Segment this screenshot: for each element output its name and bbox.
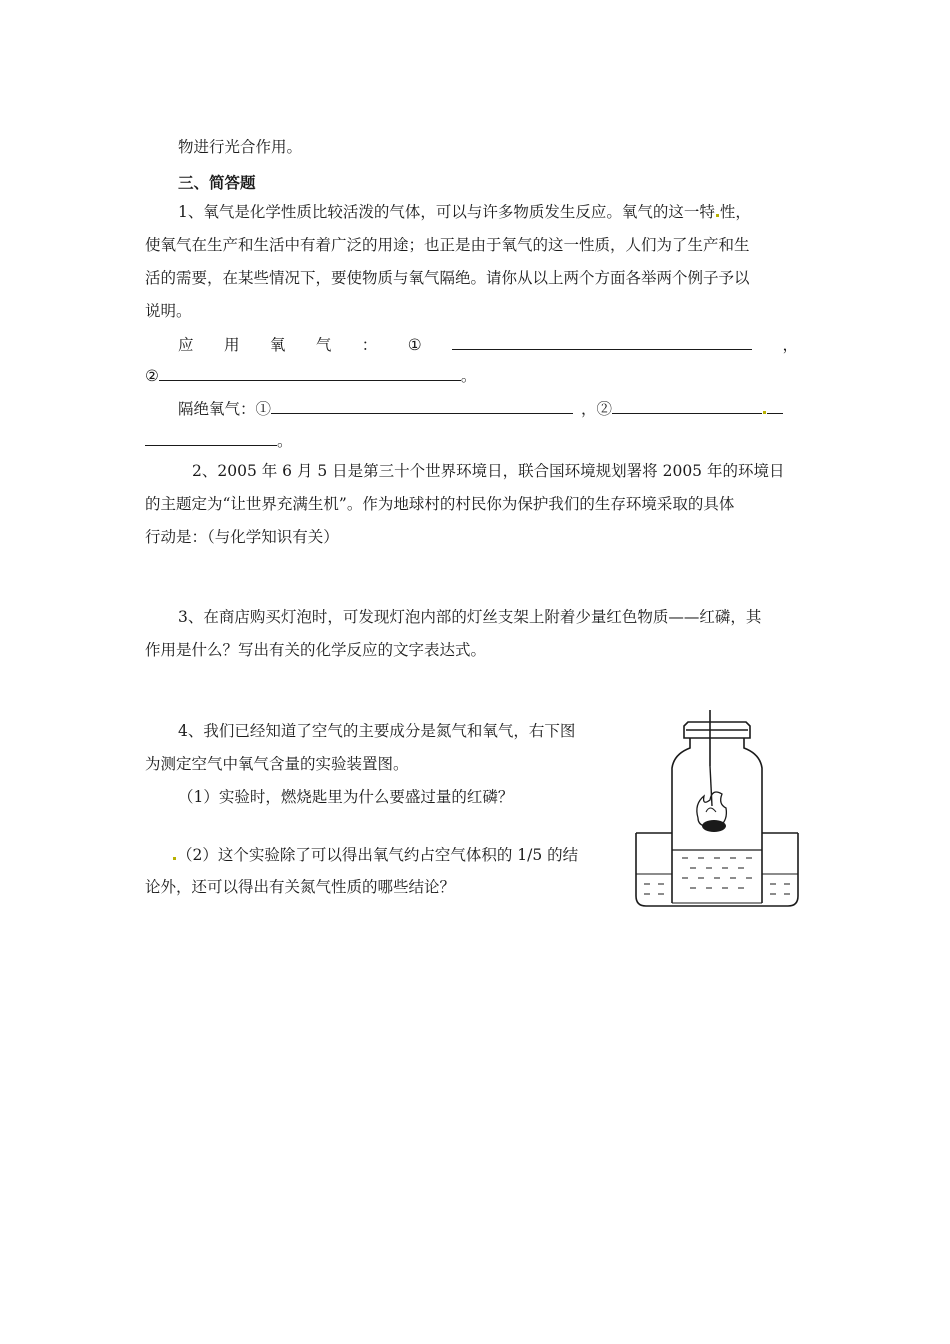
apply-char: 气 (315, 336, 332, 354)
q2-line3: 行动是：（与化学知识有关） (145, 528, 339, 546)
stray-dot (763, 411, 766, 414)
q4-sub2-line2: 论外，还可以得出有关氮气性质的哪些结论？ (145, 878, 456, 896)
q1-line3: 活的需要，在某些情况下，要使物质与氧气隔绝。请你从以上两个方面各举两个例子予以 (145, 269, 750, 287)
water-trough (636, 833, 798, 906)
q4-line2: 为测定空气中氧气含量的实验装置图。 (145, 755, 409, 773)
apply-second-row (145, 365, 476, 387)
apply-char: 应 (178, 336, 194, 354)
apply-char: 氧 (269, 336, 286, 354)
isolate-oxygen-row (178, 398, 783, 420)
answer-blank[interactable] (452, 335, 752, 350)
q2-line1: 2、2005 年 6 月 5 日是第三十个世界环境日，联合国环境规划署将 2005 年的环境日 (192, 462, 785, 480)
apply-oxygen-row (178, 334, 798, 356)
apply-period: 。 (460, 367, 477, 385)
water-dashes (644, 858, 790, 894)
answer-blank[interactable] (767, 399, 783, 414)
q1-line1 (178, 201, 751, 223)
answer-blank[interactable] (145, 431, 277, 446)
section-title: 三、简答题 (178, 173, 256, 192)
answer-blank[interactable] (612, 399, 762, 414)
q4-sub2-text: （2）这个实验除了可以得出氧气约占空气体积的 1/5 的结 (177, 846, 579, 864)
q4-sub1: （1）实验时，燃烧匙里为什么要盛过量的红磷？ (178, 788, 514, 806)
oxygen-measurement-apparatus (632, 708, 802, 908)
apply-comma: ， (782, 336, 798, 354)
q3-line2: 作用是什么？写出有关的化学反应的文字表达式。 (145, 641, 487, 659)
circle-two: ② (145, 367, 159, 385)
stray-dot (173, 857, 176, 860)
isolate-label: 隔绝氧气：① (178, 400, 272, 418)
q2-line2: 的主题定为“让世界充满生机”。作为地球村的村民你为保护我们的生存环境采取的具体 (145, 495, 735, 513)
q1-line1-text: 1、氧气是化学性质比较活泼的气体，可以与许多物质发生反应。氧气的这一特 (178, 203, 715, 221)
answer-blank[interactable] (271, 399, 573, 414)
q4-line1: 4、我们已经知道了空气的主要成分是氮气和氧气，右下图 (178, 722, 576, 740)
apply-char: 用 (223, 336, 240, 354)
apply-char: ① (407, 336, 422, 354)
continuation-line: 物进行光合作用。 (178, 138, 303, 156)
q4-sub2-line1 (172, 844, 578, 866)
answer-blank[interactable] (159, 366, 461, 381)
apply-char: ： (361, 336, 378, 354)
stray-dot (716, 214, 719, 217)
q1-line4: 说明。 (145, 302, 192, 320)
q1-line2: 使氧气在生产和生活中有着广泛的用途；也正是由于氧气的这一性质，人们为了生产和生 (145, 236, 750, 254)
q1-line1-tail: 性， (719, 203, 751, 221)
isolate-second-row (145, 430, 293, 452)
q3-line1: 3、在商店购买灯泡时，可发现灯泡内部的灯丝支架上附着少量红色物质——红磷，其 (178, 608, 762, 626)
isolate-comma: ，② (581, 400, 613, 418)
isolate-period: 。 (277, 432, 293, 450)
